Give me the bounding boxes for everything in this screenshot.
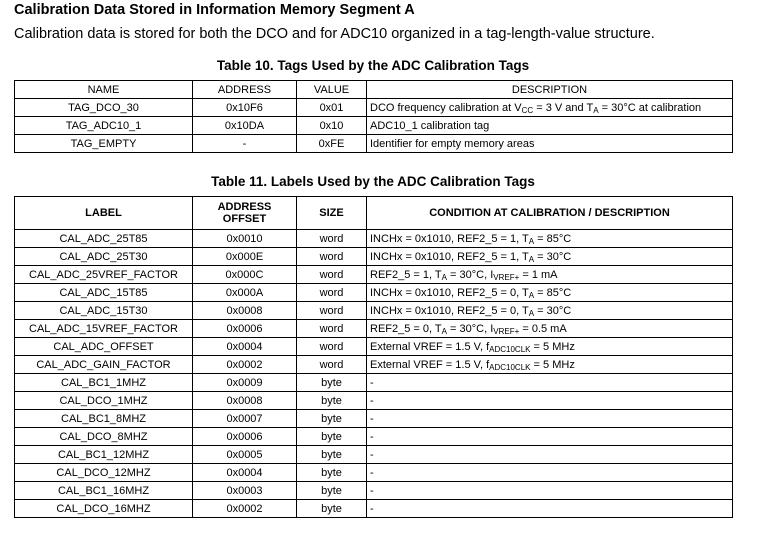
address-offset: 0x0007 xyxy=(193,410,297,428)
tag-name: TAG_EMPTY xyxy=(15,135,193,153)
address-offset: 0x0006 xyxy=(193,320,297,338)
table-row xyxy=(15,446,733,464)
section-heading: Calibration Data Stored in Information Memory Segment A xyxy=(14,2,415,18)
table11-header-row xyxy=(15,197,733,230)
data-size: word xyxy=(297,320,367,338)
table11-header-size: SIZE xyxy=(297,197,367,230)
data-size: byte xyxy=(297,482,367,500)
table-row xyxy=(15,230,733,248)
tag-name: TAG_ADC10_1 xyxy=(15,117,193,135)
data-size: word xyxy=(297,248,367,266)
table-row xyxy=(15,248,733,266)
tag-value: 0x01 xyxy=(297,99,367,117)
table-row xyxy=(15,266,733,284)
calibration-label: CAL_ADC_15T85 xyxy=(15,284,193,302)
tags-table xyxy=(14,80,733,153)
table-row xyxy=(15,374,733,392)
data-size: word xyxy=(297,302,367,320)
calibration-condition: REF2_5 = 1, $T_A = 30^\circ C$, $I_{VREF+} = 1$ mA xyxy=(367,266,733,284)
table10-header-value: VALUE xyxy=(297,81,367,99)
address-offset: 0x000E xyxy=(193,248,297,266)
calibration-condition: - xyxy=(367,410,733,428)
labels-table xyxy=(14,196,733,518)
table-row xyxy=(15,302,733,320)
table-row xyxy=(15,284,733,302)
address-offset: 0x0003 xyxy=(193,482,297,500)
tag-name: TAG_DCO_30 xyxy=(15,99,193,117)
data-size: word xyxy=(297,266,367,284)
calibration-label: CAL_ADC_25T30 xyxy=(15,248,193,266)
data-size: word xyxy=(297,284,367,302)
address-offset: 0x0009 xyxy=(193,374,297,392)
data-size: byte xyxy=(297,374,367,392)
address-offset: 0x0008 xyxy=(193,392,297,410)
tag-description: DCO frequency calibration at $V_{CC} = 3$ V and $T_A = 30^\circ C$ at calibration xyxy=(367,99,733,117)
calibration-condition: INCHx = 0x1010, REF2_5 = 0, $T_A = 85^\circ C$ xyxy=(367,284,733,302)
table10-header-description: DESCRIPTION xyxy=(367,81,733,99)
data-size: byte xyxy=(297,392,367,410)
calibration-label: CAL_ADC_25VREF_FACTOR xyxy=(15,266,193,284)
calibration-condition: INCHx = 0x1010, REF2_5 = 1, $T_A = 85^\circ C$ xyxy=(367,230,733,248)
calibration-label: CAL_DCO_1MHZ xyxy=(15,392,193,410)
table11-header-offset: ADDRESS OFFSET xyxy=(193,197,297,230)
tag-description: Identifier for empty memory areas xyxy=(367,135,733,153)
calibration-condition: REF2_5 = 0, $T_A = 30^\circ C$, $I_{VREF+} = 0.5$ mA xyxy=(367,320,733,338)
tag-value: 0xFE xyxy=(297,135,367,153)
calibration-condition: External VREF = 1.5 V, $f_{ADC10CLK} = 5$ MHz xyxy=(367,356,733,374)
calibration-condition: INCHx = 0x1010, REF2_5 = 1, $T_A = 30^\circ C$ xyxy=(367,248,733,266)
table11-header-condition: CONDITION AT CALIBRATION / DESCRIPTION xyxy=(367,197,733,230)
calibration-condition: - xyxy=(367,446,733,464)
tag-address: - xyxy=(193,135,297,153)
calibration-condition: - xyxy=(367,500,733,518)
calibration-label: CAL_BC1_1MHZ xyxy=(15,374,193,392)
table-row xyxy=(15,135,733,153)
table-row xyxy=(15,99,733,117)
calibration-label: CAL_DCO_12MHZ xyxy=(15,464,193,482)
calibration-label: CAL_ADC_GAIN_FACTOR xyxy=(15,356,193,374)
table-row xyxy=(15,482,733,500)
table-row xyxy=(15,428,733,446)
table11-header-label: LABEL xyxy=(15,197,193,230)
calibration-label: CAL_DCO_8MHZ xyxy=(15,428,193,446)
calibration-condition: External VREF = 1.5 V, $f_{ADC10CLK} = 5$ MHz xyxy=(367,338,733,356)
address-offset: 0x0006 xyxy=(193,428,297,446)
table10-caption: Table 10. Tags Used by the ADC Calibration Tags xyxy=(216,58,530,73)
address-offset: 0x0010 xyxy=(193,230,297,248)
address-offset: 0x000C xyxy=(193,266,297,284)
tag-description: ADC10_1 calibration tag xyxy=(367,117,733,135)
calibration-condition: - xyxy=(367,428,733,446)
calibration-label: CAL_BC1_12MHZ xyxy=(15,446,193,464)
data-size: byte xyxy=(297,410,367,428)
address-offset: 0x0008 xyxy=(193,302,297,320)
calibration-condition: - xyxy=(367,464,733,482)
table11-caption: Table 11. Labels Used by the ADC Calibration Tags xyxy=(211,174,535,189)
tag-value: 0x10 xyxy=(297,117,367,135)
table-row xyxy=(15,338,733,356)
calibration-label: CAL_ADC_25T85 xyxy=(15,230,193,248)
table-row xyxy=(15,320,733,338)
table-row xyxy=(15,464,733,482)
table-row xyxy=(15,410,733,428)
intro-paragraph: Calibration data is stored for both the DCO and for ADC10 organized in a tag-length-value structure. xyxy=(14,26,655,42)
address-offset: 0x000A xyxy=(193,284,297,302)
data-size: byte xyxy=(297,446,367,464)
table-row xyxy=(15,356,733,374)
table10-header-row xyxy=(15,81,733,99)
data-size: byte xyxy=(297,500,367,518)
table10-header-name: NAME xyxy=(15,81,193,99)
data-size: word xyxy=(297,338,367,356)
data-size: byte xyxy=(297,464,367,482)
calibration-label: CAL_ADC_15T30 xyxy=(15,302,193,320)
table-row xyxy=(15,500,733,518)
calibration-condition: - xyxy=(367,482,733,500)
calibration-label: CAL_BC1_16MHZ xyxy=(15,482,193,500)
tag-address: 0x10F6 xyxy=(193,99,297,117)
calibration-condition: - xyxy=(367,374,733,392)
table-row xyxy=(15,392,733,410)
calibration-condition: - xyxy=(367,392,733,410)
address-offset: 0x0004 xyxy=(193,464,297,482)
address-offset: 0x0002 xyxy=(193,500,297,518)
calibration-label: CAL_DCO_16MHZ xyxy=(15,500,193,518)
table-row xyxy=(15,117,733,135)
data-size: word xyxy=(297,230,367,248)
address-offset: 0x0004 xyxy=(193,338,297,356)
tag-address: 0x10DA xyxy=(193,117,297,135)
table10-header-address: ADDRESS xyxy=(193,81,297,99)
address-offset: 0x0002 xyxy=(193,356,297,374)
calibration-label: CAL_BC1_8MHZ xyxy=(15,410,193,428)
calibration-condition: INCHx = 0x1010, REF2_5 = 0, $T_A = 30^\circ C$ xyxy=(367,302,733,320)
data-size: byte xyxy=(297,428,367,446)
address-offset: 0x0005 xyxy=(193,446,297,464)
data-size: word xyxy=(297,356,367,374)
calibration-label: CAL_ADC_15VREF_FACTOR xyxy=(15,320,193,338)
calibration-label: CAL_ADC_OFFSET xyxy=(15,338,193,356)
